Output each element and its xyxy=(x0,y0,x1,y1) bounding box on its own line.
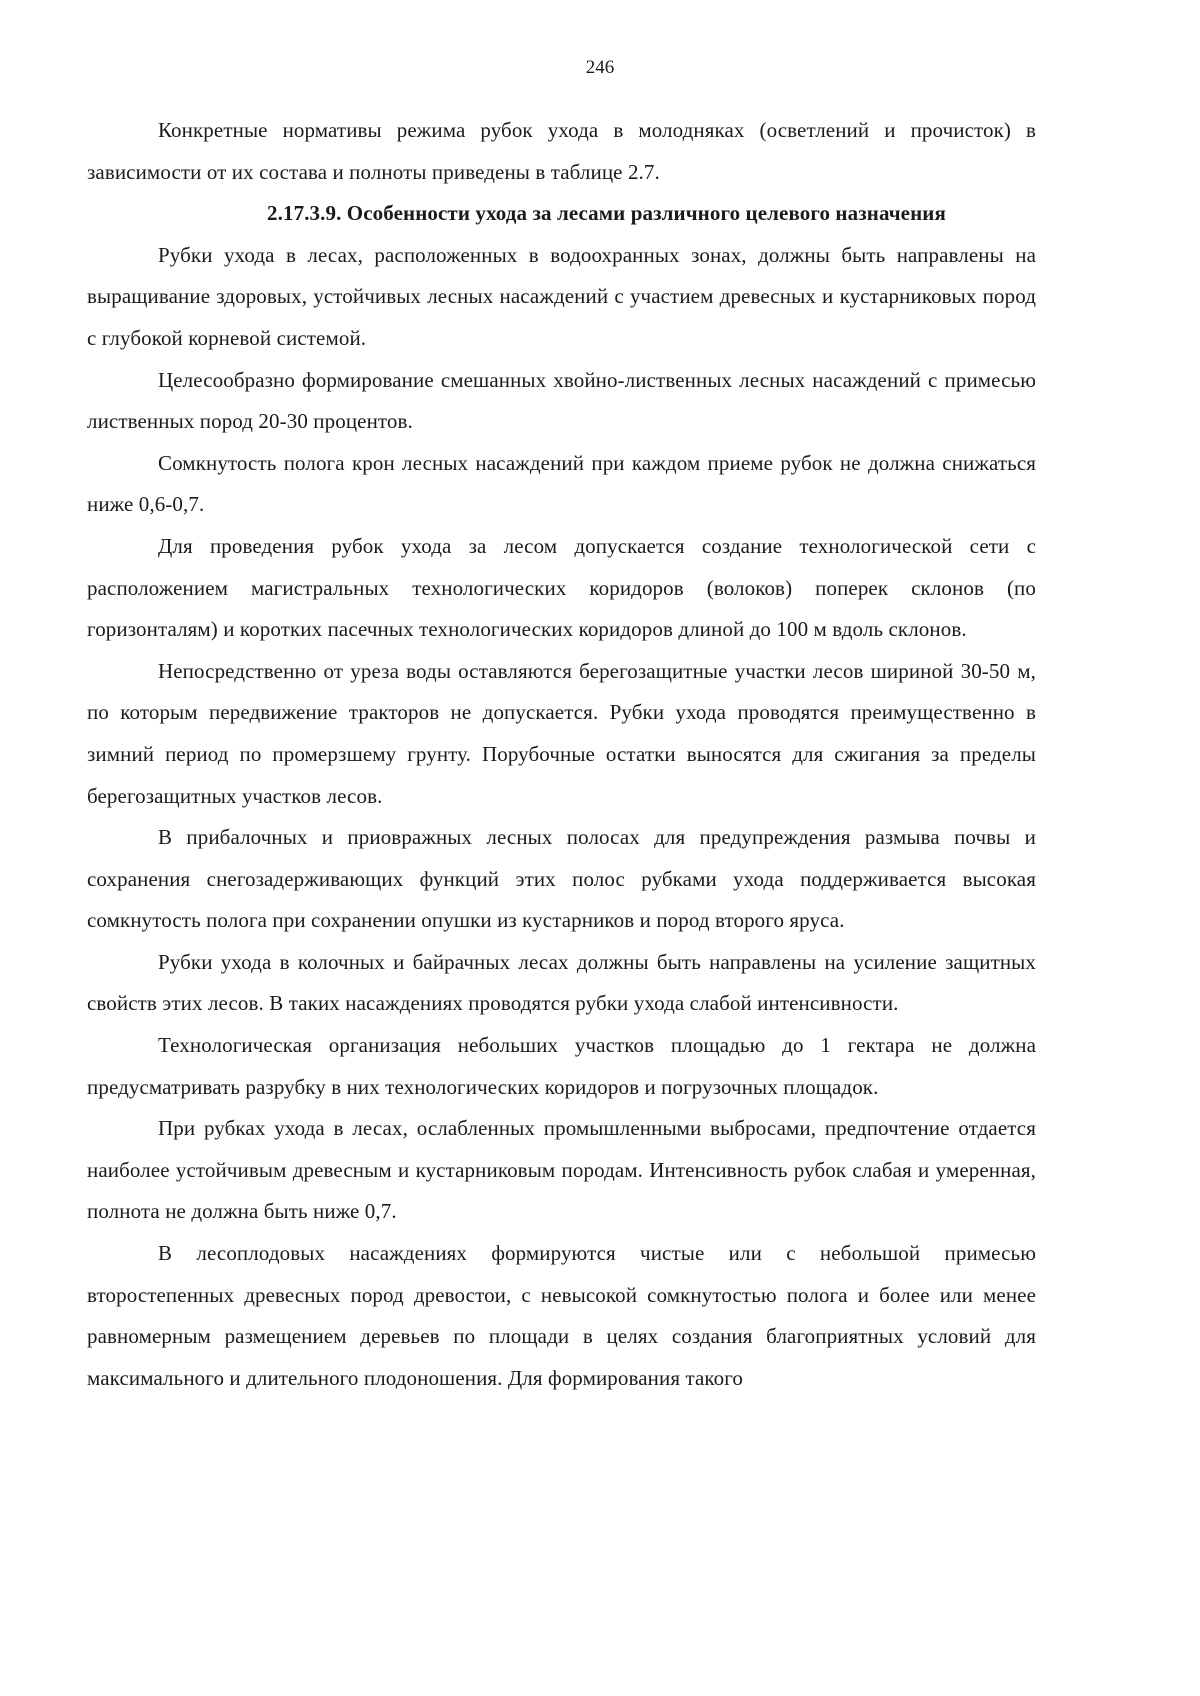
paragraph-kolochnye-forests: Рубки ухода в колочных и байрачных лесах должны быть направлены на усиление защитных свойств этих лесов. В таких насаждениях проводятся рубки ухода слабой интенсивности. xyxy=(87,949,1036,1016)
paragraph-shore-protection: Непосредственно от уреза воды оставляются берегозащитные участки лесов шириной 30-50 м, по которым передвижение тракторов не допускается. Рубки ухода проводятся преимущественно в зимний период по промерзшему грунту. Порубочные остатки выносятся для сжигания за пределы берегозащитных участков лесов. xyxy=(87,658,1036,808)
paragraph-fruit-forests: В лесоплодовых насаждениях формируются чистые или с небольшой примесью второстепенных древесных пород древостои, с невысокой сомкнутостью полога и более или менее равномерным размещением деревьев по площади в целях создания благоприятных условий для максимального и длительного плодоношения. Для формирования такого xyxy=(87,1241,1036,1390)
paragraph-small-plots: Технологическая организация небольших участков площадью до 1 гектара не должна предусматривать разрубку в них технологических коридоров и погрузочных площадок. xyxy=(87,1033,1036,1099)
paragraph-water-protection-zones: Рубки ухода в лесах, расположенных в водоохранных зонах, должны быть направлены на выращивание здоровых, устойчивых лесных насаждений с участием древесных и кустарниковых пород с глубокой корневой системой. xyxy=(87,242,1036,350)
intro-paragraph: Конкретные нормативы режима рубок ухода в молодняках (осветлений и прочисток) в зависимости от их состава и полноты приведены в таблице 2.7. xyxy=(87,118,1036,184)
paragraph-mixed-stands: Целесообразно формирование смешанных хвойно-лиственных лесных насаждений с примесью лиственных пород 20-30 процентов. xyxy=(87,367,1036,434)
paragraph-canopy-density: Сомкнутость полога крон лесных насаждений при каждом приеме рубок не должна снижаться ниже 0,6-0,7. xyxy=(87,450,1036,517)
document-body xyxy=(87,110,1036,1399)
section-heading: 2.17.3.9. Особенности ухода за лесами различного целевого назначения xyxy=(267,201,946,226)
page-number: 246 xyxy=(585,57,615,78)
paragraph-technological-network: Для проведения рубок ухода за лесом допускается создание технологической сети с расположением магистральных технологических коридоров (волоков) поперек склонов (по горизонталям) и коротких пасечных технологических коридоров длиной до 100 м вдоль склонов. xyxy=(87,533,1036,642)
paragraph-industrial-emissions: При рубках ухода в лесах, ослабленных промышленными выбросами, предпочтение отдается наиболее устойчивым древесным и кустарниковым породам. Интенсивность рубок слабая и умеренная, полнота не должна быть ниже 0,7. xyxy=(87,1116,1036,1224)
paragraph-ravine-strips: В прибалочных и приовражных лесных полосах для предупреждения размыва почвы и сохранения снегозадерживающих функций этих полос рубками ухода поддерживается высокая сомкнутость полога при сохранении опушки из кустарников и пород второго яруса. xyxy=(87,825,1036,933)
